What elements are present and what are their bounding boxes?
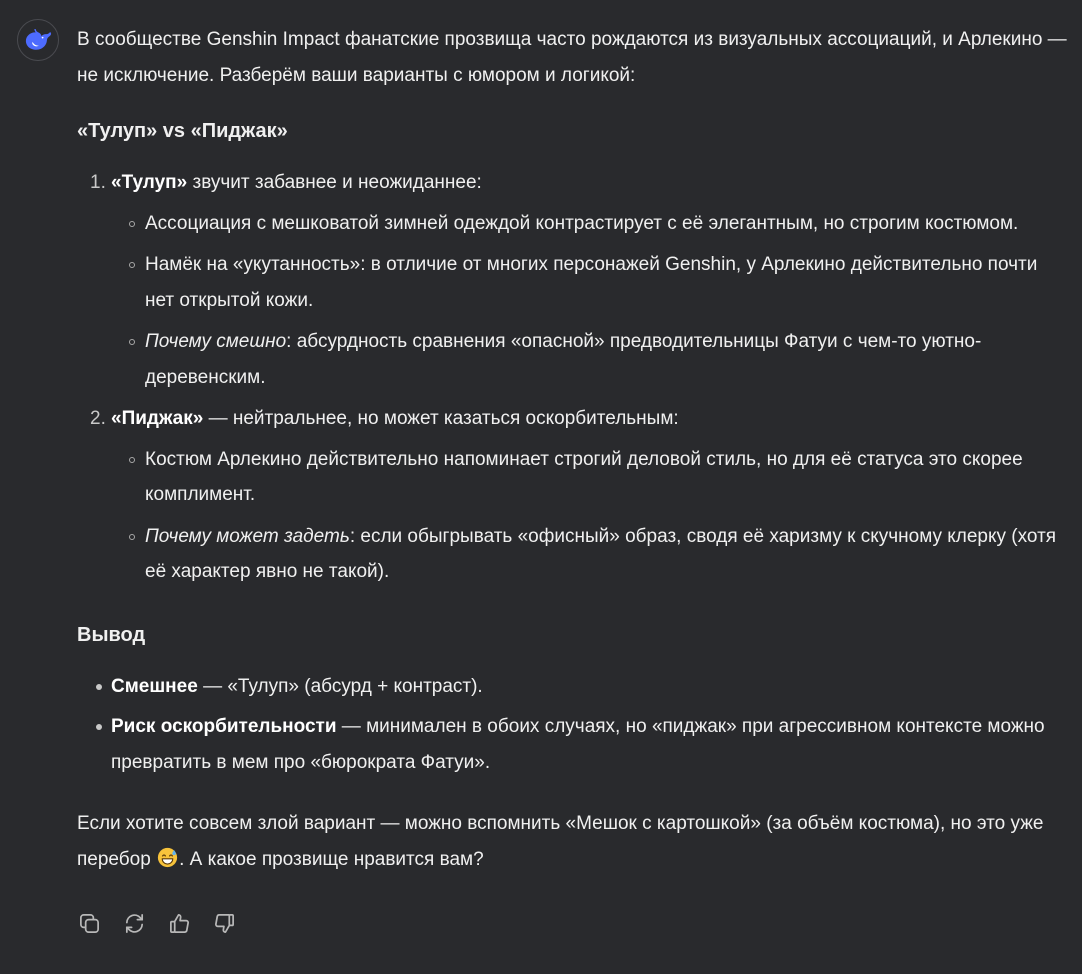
sub-item-text: Ассоциация с мешковатой зимней одеждой контрастирует с её элегантным, но строгим костюмом. bbox=[145, 212, 1019, 234]
conclusion-item bbox=[111, 709, 1067, 780]
conclusion-item bbox=[111, 669, 1067, 705]
assistant-avatar bbox=[17, 19, 59, 61]
option-text: — нейтральнее, но может казаться оскорбительным: bbox=[203, 408, 679, 429]
option-sublist bbox=[111, 442, 1067, 590]
conclusion-text: — «Тулуп» (абсурд + контраст). bbox=[197, 675, 483, 697]
sub-item bbox=[145, 442, 1067, 513]
list-number: 2. bbox=[90, 408, 106, 429]
intro-paragraph: В сообществе Genshin Impact фанатские прозвища часто рождаются из визуальных ассоциаций, и Арлекино — не исключение. Разберём ваши варианты с юмором и логикой: bbox=[77, 29, 1067, 86]
option-sublist bbox=[111, 206, 1067, 396]
regenerate-button[interactable] bbox=[122, 910, 146, 936]
sub-item-lead: Почему смешно bbox=[145, 331, 287, 352]
option-label: «Тулуп» bbox=[111, 172, 188, 193]
conclusion-label: Смешнее bbox=[111, 675, 198, 697]
final-text-after: . А какое прозвище нравится вам? bbox=[179, 848, 484, 870]
copy-button[interactable] bbox=[77, 910, 101, 936]
sub-item-lead: Почему может задеть bbox=[145, 525, 350, 547]
final-text-before: Если хотите совсем злой вариант — можно вспомнить «Мешок с картошкой» (за объём костюма), но это уже перебор bbox=[77, 813, 1044, 870]
final-paragraph bbox=[77, 806, 1067, 877]
sub-item bbox=[145, 206, 1067, 242]
conclusion-text: — минимален в обоих случаях, но «пиджак» при агрессивном контексте можно превратить в мем про «бюрократа Фатуи». bbox=[111, 716, 1045, 773]
option-item bbox=[90, 401, 1067, 590]
thumbs-up-icon bbox=[168, 912, 191, 935]
option-item bbox=[90, 165, 1067, 395]
list-number: 1. bbox=[90, 172, 106, 193]
copy-icon bbox=[78, 912, 101, 935]
sub-item-text: Костюм Арлекино действительно напоминает строгий деловой стиль, но для её статуса это скорее комплимент. bbox=[145, 448, 1023, 505]
dislike-button[interactable] bbox=[212, 910, 236, 936]
options-list bbox=[77, 165, 1067, 590]
sub-item-text: Намёк на «укутанность»: в отличие от многих персонажей Genshin, у Арлекино действительно почти нет открытой кожи. bbox=[145, 254, 1038, 311]
conclusion-heading: Вывод bbox=[77, 623, 146, 646]
sub-item-text: : если обыгрывать «офисный» образ, сводя её харизму к скучному клерку (хотя её характер явно не такой). bbox=[145, 525, 1057, 582]
conclusion-list bbox=[77, 669, 1067, 781]
conclusion-label: Риск оскорбительности bbox=[111, 716, 337, 737]
sub-item bbox=[145, 324, 1067, 395]
thumbs-down-icon bbox=[213, 912, 236, 935]
assistant-message bbox=[77, 22, 1067, 877]
regenerate-icon bbox=[123, 912, 146, 935]
sub-item bbox=[145, 247, 1067, 318]
like-button[interactable] bbox=[167, 910, 191, 936]
comparison-heading: «Тулуп» vs «Пиджак» bbox=[77, 120, 288, 142]
option-label: «Пиджак» bbox=[111, 408, 204, 429]
grinning-sweat-emoji-icon bbox=[157, 847, 178, 868]
sub-item bbox=[145, 519, 1067, 590]
option-text: звучит забавнее и неожиданнее: bbox=[187, 172, 482, 193]
message-actions bbox=[77, 910, 236, 936]
whale-logo-icon bbox=[24, 29, 52, 51]
sub-item-text: : абсурдность сравнения «опасной» предводительницы Фатуи с чем-то уютно-деревенским. bbox=[145, 331, 982, 388]
